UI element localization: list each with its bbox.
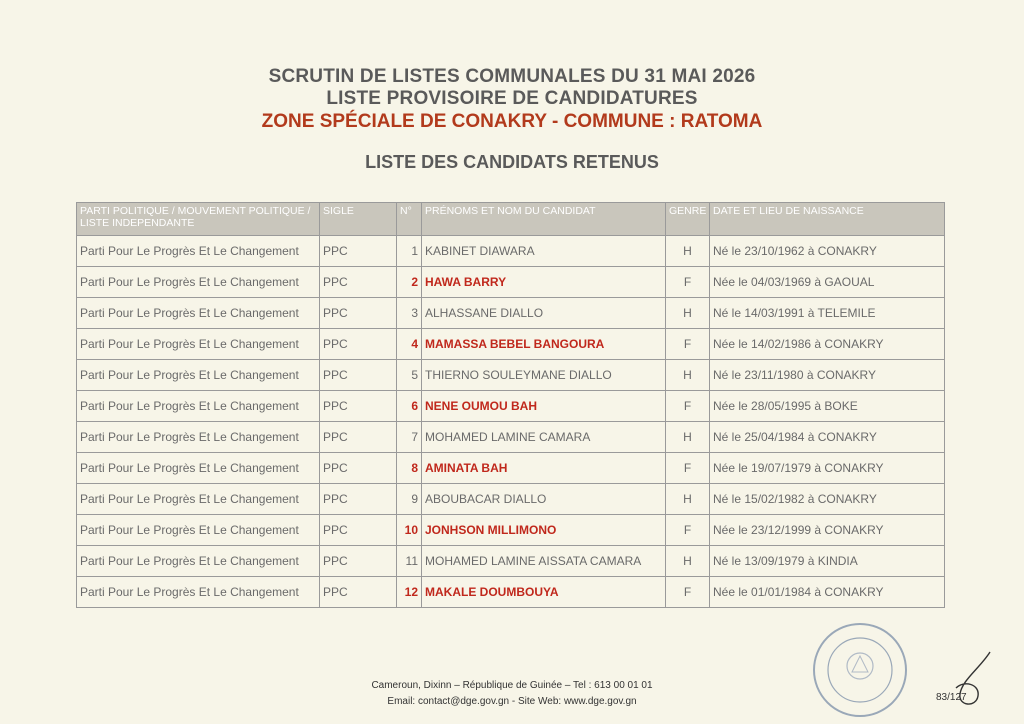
cell-number: 9 [397, 484, 422, 515]
cell-birth: Né le 13/09/1979 à KINDIA [710, 546, 945, 577]
table-row [77, 484, 945, 515]
cell-genre: H [666, 546, 710, 577]
table-row [77, 453, 945, 484]
table-row [77, 267, 945, 298]
cell-genre: H [666, 298, 710, 329]
cell-candidate-name: KABINET DIAWARA [422, 236, 666, 267]
column-header-birth: DATE ET LIEU DE NAISSANCE [710, 203, 945, 236]
cell-candidate-name: MOHAMED LAMINE AISSATA CAMARA [422, 546, 666, 577]
cell-candidate-name: ABOUBACAR DIALLO [422, 484, 666, 515]
table-row [77, 546, 945, 577]
table-row [77, 329, 945, 360]
cell-party: Parti Pour Le Progrès Et Le Changement [77, 484, 320, 515]
cell-party: Parti Pour Le Progrès Et Le Changement [77, 422, 320, 453]
cell-genre: F [666, 329, 710, 360]
cell-number: 2 [397, 267, 422, 298]
cell-party: Parti Pour Le Progrès Et Le Changement [77, 577, 320, 608]
cell-sigle: PPC [320, 515, 397, 546]
cell-number: 5 [397, 360, 422, 391]
official-seal-icon [810, 620, 910, 720]
cell-number: 3 [397, 298, 422, 329]
cell-number: 7 [397, 422, 422, 453]
zone-title: ZONE SPÉCIALE DE CONAKRY - COMMUNE : RATOMA [261, 111, 763, 132]
cell-sigle: PPC [320, 546, 397, 577]
cell-sigle: PPC [320, 453, 397, 484]
cell-candidate-name: NENE OUMOU BAH [422, 391, 666, 422]
cell-candidate-name: MOHAMED LAMINE CAMARA [422, 422, 666, 453]
cell-sigle: PPC [320, 360, 397, 391]
cell-genre: F [666, 453, 710, 484]
cell-sigle: PPC [320, 298, 397, 329]
footer-address: Cameroun, Dixinn – République de Guinée – Tel : 613 00 01 01 [371, 680, 653, 691]
cell-birth: Née le 01/01/1984 à CONAKRY [710, 577, 945, 608]
table-row [77, 360, 945, 391]
cell-party: Parti Pour Le Progrès Et Le Changement [77, 236, 320, 267]
cell-birth: Né le 15/02/1982 à CONAKRY [710, 484, 945, 515]
cell-candidate-name: MAKALE DOUMBOUYA [422, 577, 666, 608]
cell-party: Parti Pour Le Progrès Et Le Changement [77, 515, 320, 546]
cell-birth: Né le 25/04/1984 à CONAKRY [710, 422, 945, 453]
cell-sigle: PPC [320, 236, 397, 267]
column-header-sigle: SIGLE [320, 203, 397, 236]
document-header [0, 66, 1024, 173]
cell-genre: F [666, 267, 710, 298]
footer-contact: Email: contact@dge.gov.gn - Site Web: www.dge.gov.gn [387, 696, 637, 707]
cell-party: Parti Pour Le Progrès Et Le Changement [77, 298, 320, 329]
cell-candidate-name: HAWA BARRY [422, 267, 666, 298]
cell-birth: Né le 23/10/1962 à CONAKRY [710, 236, 945, 267]
table-row [77, 422, 945, 453]
table-row [77, 298, 945, 329]
cell-number: 4 [397, 329, 422, 360]
column-header-party: PARTI POLITIQUE / MOUVEMENT POLITIQUE / LISTE INDEPENDANTE [77, 203, 320, 236]
cell-birth: Née le 28/05/1995 à BOKE [710, 391, 945, 422]
cell-candidate-name: THIERNO SOULEYMANE DIALLO [422, 360, 666, 391]
list-title: LISTE PROVISOIRE DE CANDIDATURES [326, 88, 698, 109]
cell-sigle: PPC [320, 391, 397, 422]
cell-genre: H [666, 484, 710, 515]
cell-birth: Née le 04/03/1969 à GAOUAL [710, 267, 945, 298]
cell-number: 6 [397, 391, 422, 422]
page-number: 83/127 [936, 692, 967, 703]
cell-sigle: PPC [320, 267, 397, 298]
cell-party: Parti Pour Le Progrès Et Le Changement [77, 329, 320, 360]
table-row [77, 577, 945, 608]
cell-birth: Née le 23/12/1999 à CONAKRY [710, 515, 945, 546]
cell-birth: Née le 14/02/1986 à CONAKRY [710, 329, 945, 360]
cell-number: 1 [397, 236, 422, 267]
table-row [77, 515, 945, 546]
cell-candidate-name: AMINATA BAH [422, 453, 666, 484]
cell-sigle: PPC [320, 422, 397, 453]
cell-genre: F [666, 515, 710, 546]
cell-birth: Né le 14/03/1991 à TELEMILE [710, 298, 945, 329]
cell-candidate-name: JONHSON MILLIMONO [422, 515, 666, 546]
cell-number: 10 [397, 515, 422, 546]
cell-genre: H [666, 360, 710, 391]
cell-sigle: PPC [320, 329, 397, 360]
cell-party: Parti Pour Le Progrès Et Le Changement [77, 546, 320, 577]
cell-sigle: PPC [320, 484, 397, 515]
cell-genre: F [666, 391, 710, 422]
candidates-table [76, 202, 945, 608]
election-title: SCRUTIN DE LISTES COMMUNALES DU 31 MAI 2026 [268, 66, 756, 87]
section-title: LISTE DES CANDIDATS RETENUS [365, 152, 659, 172]
cell-genre: H [666, 236, 710, 267]
cell-candidate-name: MAMASSA BEBEL BANGOURA [422, 329, 666, 360]
cell-party: Parti Pour Le Progrès Et Le Changement [77, 360, 320, 391]
column-header-number: N° [397, 203, 422, 236]
cell-party: Parti Pour Le Progrès Et Le Changement [77, 391, 320, 422]
column-header-name: PRÉNOMS ET NOM DU CANDIDAT [422, 203, 666, 236]
table-row [77, 236, 945, 267]
cell-number: 8 [397, 453, 422, 484]
table-header-row [77, 203, 945, 236]
cell-birth: Né le 23/11/1980 à CONAKRY [710, 360, 945, 391]
cell-genre: H [666, 422, 710, 453]
cell-number: 11 [397, 546, 422, 577]
cell-number: 12 [397, 577, 422, 608]
cell-party: Parti Pour Le Progrès Et Le Changement [77, 267, 320, 298]
cell-party: Parti Pour Le Progrès Et Le Changement [77, 453, 320, 484]
cell-birth: Née le 19/07/1979 à CONAKRY [710, 453, 945, 484]
table-row [77, 391, 945, 422]
cell-candidate-name: ALHASSANE DIALLO [422, 298, 666, 329]
cell-sigle: PPC [320, 577, 397, 608]
column-header-genre: GENRE [666, 203, 710, 236]
cell-genre: F [666, 577, 710, 608]
